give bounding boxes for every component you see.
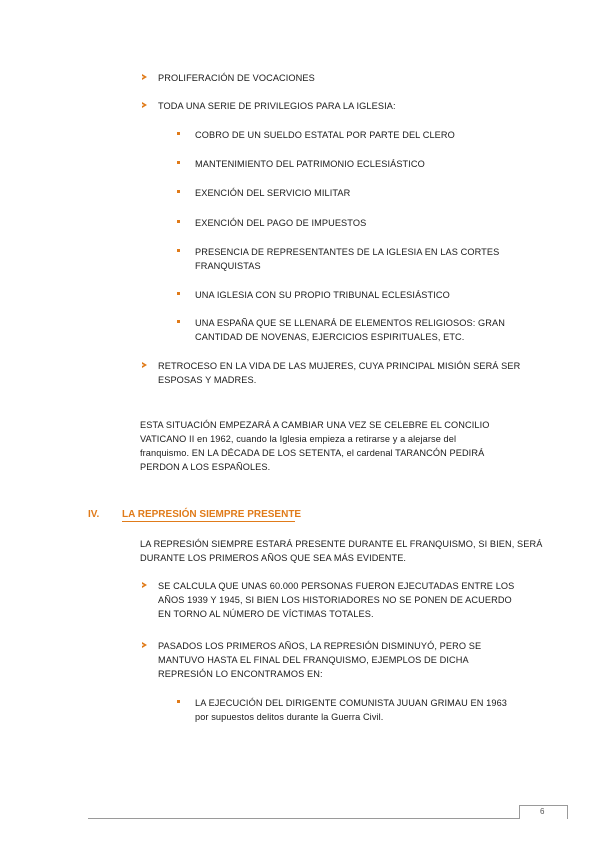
paragraph: ESTA SITUACIÓN EMPEZARÁ A CAMBIAR UNA VEZ SE CELEBRE EL CONCILIO VATICANO II en 1962, cuando la Iglesia empieza a retirarse y a alejarse del franquismo. EN LA DÉCADA DE LOS SETENTA, el cardenal TARANCÓN PEDIRÁ PERDON A LOS ESPAÑOLES. — [140, 420, 490, 472]
list-item: PRESENCIA DE REPRESENTANTES DE LA IGLESIA EN LAS CORTES FRANQUISTAS — [195, 247, 500, 271]
list-item: UNA IGLESIA CON SU PROPIO TRIBUNAL ECLESIÁSTICO — [195, 290, 450, 300]
arrow-bullet-icon — [142, 582, 147, 588]
arrow-bullet-icon — [142, 362, 147, 368]
square-bullet-icon — [177, 161, 180, 164]
page-number-box-right — [567, 805, 568, 819]
list-item: LA EJECUCIÓN DEL DIRIGENTE COMUNISTA JUUAN GRIMAU EN 1963 por supuestos delitos durante la Guerra Civil. — [195, 698, 508, 722]
list-item: MANTENIMIENTO DEL PATRIMONIO ECLESIÁSTICO — [195, 159, 425, 169]
arrow-bullet-icon — [142, 74, 147, 80]
arrow-bullet-icon — [142, 102, 147, 108]
list-item: PASADOS LOS PRIMEROS AÑOS, LA REPRESIÓN DISMINUYÓ, PERO SE MANTUVO HASTA EL FINAL DEL FRANQUISMO, EJEMPLOS DE DICHA REPRESIÓN LO ENCONTRAMOS EN: — [158, 641, 482, 679]
square-bullet-icon — [177, 190, 180, 193]
list-item: EXENCIÓN DEL SERVICIO MILITAR — [195, 188, 351, 198]
list-item: COBRO DE UN SUELDO ESTATAL POR PARTE DEL CLERO — [195, 130, 455, 140]
section-title-underline — [122, 521, 295, 522]
list-item: RETROCESO EN LA VIDA DE LAS MUJERES, CUYA PRINCIPAL MISIÓN SERÁ SER ESPOSAS Y MADRES. — [158, 361, 521, 385]
page-number-box-top — [519, 805, 568, 806]
page-number-box-left — [519, 805, 520, 819]
list-item: UNA ESPAÑA QUE SE LLENARÁ DE ELEMENTOS RELIGIOSOS: GRAN CANTIDAD DE NOVENAS, EJERCICIOS ESPIRITUALES, ETC. — [195, 318, 505, 342]
list-item: PROLIFERACIÓN DE VOCACIONES — [158, 73, 315, 83]
square-bullet-icon — [177, 700, 180, 703]
section-title: LA REPRESIÓN SIEMPRE PRESENTE — [122, 509, 302, 520]
square-bullet-icon — [177, 292, 180, 295]
square-bullet-icon — [177, 320, 180, 323]
list-item: SE CALCULA QUE UNAS 60.000 PERSONAS FUERON EJECUTADAS ENTRE LOS AÑOS 1939 Y 1945, SI BIEN LOS HISTORIADORES NO SE PONEN DE ACUERDO EN TORNO AL NÚMERO DE VÍCTIMAS TOTALES. — [158, 581, 515, 619]
arrow-bullet-icon — [142, 642, 147, 648]
square-bullet-icon — [177, 132, 180, 135]
square-bullet-icon — [177, 249, 180, 252]
footer-rule — [88, 818, 520, 819]
section-number: IV. — [88, 509, 100, 520]
paragraph: LA REPRESIÓN SIEMPRE ESTARÁ PRESENTE DURANTE EL FRANQUISMO, SI BIEN, SERÁ DURANTE LOS PRIMEROS AÑOS QUE SEA MÁS EVIDENTE. — [140, 539, 543, 563]
list-item: TODA UNA SERIE DE PRIVILEGIOS PARA LA IGLESIA: — [158, 101, 396, 111]
page-number: 6 — [540, 807, 545, 816]
list-item: EXENCIÓN DEL PAGO DE IMPUESTOS — [195, 218, 367, 228]
square-bullet-icon — [177, 220, 180, 223]
